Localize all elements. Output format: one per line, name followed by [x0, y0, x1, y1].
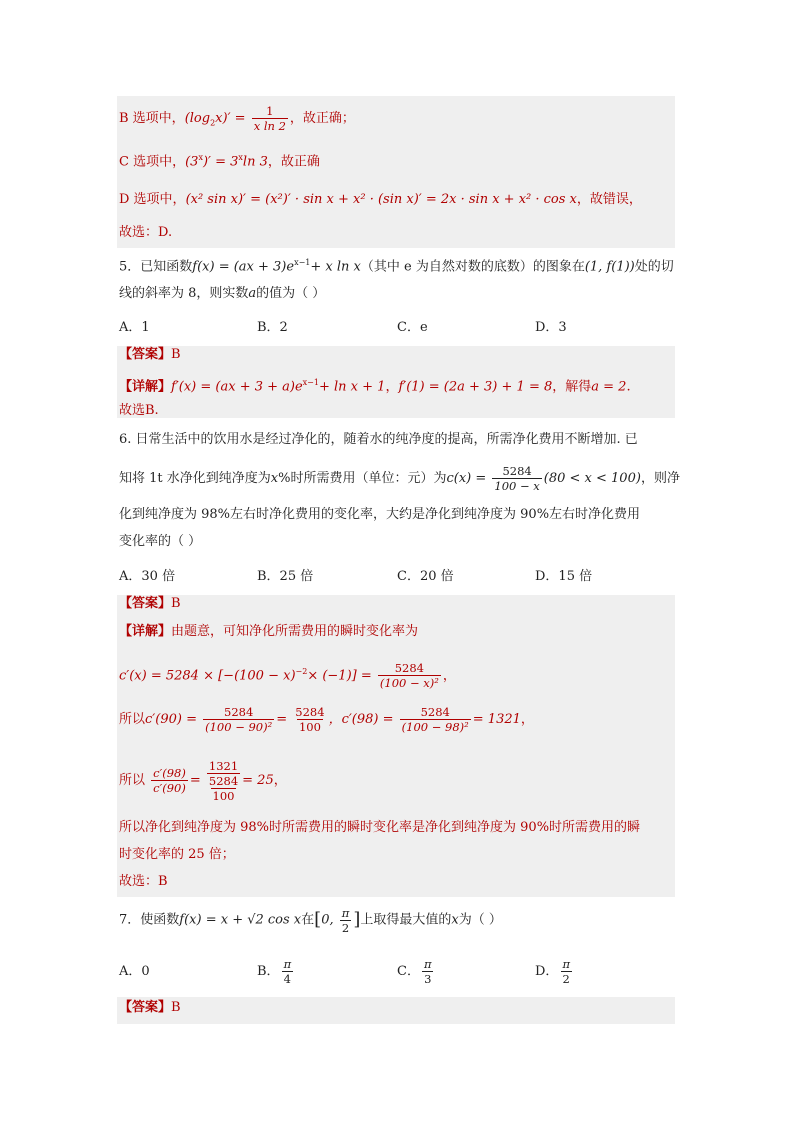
question-6-line-3: 化到纯净度为 98%左右时净化费用的变化率，大约是净化到纯净度为 90%左右时净化费用	[119, 507, 641, 522]
q7-option-c: C． $\frac{\pi}{3}$	[397, 957, 432, 986]
option-d-analysis: D 选项中，(x² sin x)′ = (x²)′ · sin x + x² · (sin x)′ = 2x · sin x + x² · cos x，故错误，	[119, 192, 642, 207]
q6-derivative: $c'(x) = 5284 \times [-(100 - x)^{-2}\times (-1)]$ = $\frac{5284}{\text{(100 − x)²}}$ ，	[119, 661, 456, 691]
c90-fraction-simplified: $\frac{5284}{100}$	[295, 705, 325, 734]
cost-fraction: $\frac{5284}{100 - x}$	[494, 464, 540, 493]
derivative-fraction: $\frac{5284}{\text{(100 − x)²}}$	[379, 661, 439, 691]
fraction: $\frac{\pi}{4}$	[283, 957, 292, 986]
interval-fraction: $\frac{\pi}{2}$	[341, 905, 350, 935]
q5-answer: 【答案】B	[119, 347, 181, 362]
q7-answer: 【答案】B	[119, 1000, 181, 1015]
solution-block-q7	[117, 997, 675, 1024]
q6-detail: 【详解】由题意，可知净化所需费用的瞬时变化率为	[119, 624, 419, 639]
q5-option-c: C．e	[397, 320, 428, 335]
q5-choice: 故选B.	[119, 403, 159, 418]
c98-fraction: $\frac{5284}{\text{(100 − 98)²}}$	[401, 705, 469, 734]
question-5-line-1: 5．已知函数$f(x) = (ax + 3)e^{x-1}+ x$ ln x（其中 e 为自然对数的底数）的图象在(1, f(1))处的切	[119, 258, 674, 275]
q5-detail: 【详解】$f'(x) = (ax + 3 + a)e^{x-1}+ \ln x + 1$，f′(1) = (2a + 3) + 1 = 8，解得a = 2.	[119, 378, 631, 395]
q5-option-b: B．2	[257, 320, 288, 335]
q6-choice: 故选：B	[119, 874, 168, 889]
q6-option-d: D．15 倍	[535, 569, 593, 584]
q6-option-a: A．30 倍	[119, 569, 176, 584]
question-6-line-1: 6. 日常生活中的饮用水是经过净化的，随着水的纯净度的提高，所需净化费用不断增加. 已	[119, 432, 638, 447]
q7-option-b: B． $\frac{\pi}{4}$	[257, 957, 292, 986]
question-6-line-4: 变化率的（ ）	[119, 534, 202, 549]
option-c-analysis: C 选项中，$(3^x)' = 3^x\ln$ 3，故正确	[119, 153, 320, 170]
q7-option-d: D． $\frac{\pi}{2}$	[535, 957, 570, 986]
q6-answer: 【答案】B	[119, 596, 181, 611]
q6-ratio: 所以 $\frac{c'(98)}{c'(90)}$ = 1321 5284 100 = 25，	[119, 758, 287, 803]
fraction: $\frac{1}{\text{x ln 2}}$	[253, 104, 286, 133]
fraction: $\frac{\pi}{3}$	[423, 957, 432, 986]
q6-conclusion-1: 所以净化到纯净度为 98%时所需费用的瞬时变化率是净化到纯净度为 90%时所需费用的瞬	[119, 820, 641, 835]
q7-option-a: A．0	[119, 964, 150, 979]
option-b-analysis: B 选项中，$(\log_2x)'$ = $\frac{1}{\text{x ln 2}}$ ，故正确；	[119, 104, 355, 133]
q6-option-b: B．25 倍	[257, 569, 314, 584]
q5-option-d: D．3	[535, 320, 567, 335]
q6-option-c: C．20 倍	[397, 569, 454, 584]
choice-d: 故选：D.	[119, 225, 173, 240]
question-5-line-2: 线的斜率为 8，则实数a的值为（ ）	[119, 286, 326, 301]
question-6-line-2: 知将 1t 水净化到纯净度为x%时所需费用（单位：元）为c(x) = $\frac{5284}{100 - x}$ (80 < x < 100)，则净	[119, 464, 680, 493]
c90-fraction: $\frac{5284}{\text{(100 − 90)²}}$	[205, 705, 273, 734]
q5-option-a: A．1	[119, 320, 150, 335]
q6-conclusion-2: 时变化率的 25 倍；	[119, 847, 235, 862]
question-7-line: 7．使函数f(x) = x + √2 cos x在[0, $\frac{\pi}{2}$ ]上取得最大值的x为（ ）	[119, 905, 502, 935]
fraction: $\frac{\pi}{2}$	[562, 957, 570, 986]
q6-values: 所以c′(90) = $\frac{5284}{\text{(100 − 90)²}}$ = $\frac{5284}{100}$ ，c′(98) = $\frac{5284}{\text{(100 − 98)²}}$ = 1321，	[119, 705, 534, 734]
ratio-fraction: $\frac{c'(98)}{c'(90)}$	[153, 766, 186, 795]
ratio-complex-fraction: 1321 5284 100	[208, 758, 239, 803]
